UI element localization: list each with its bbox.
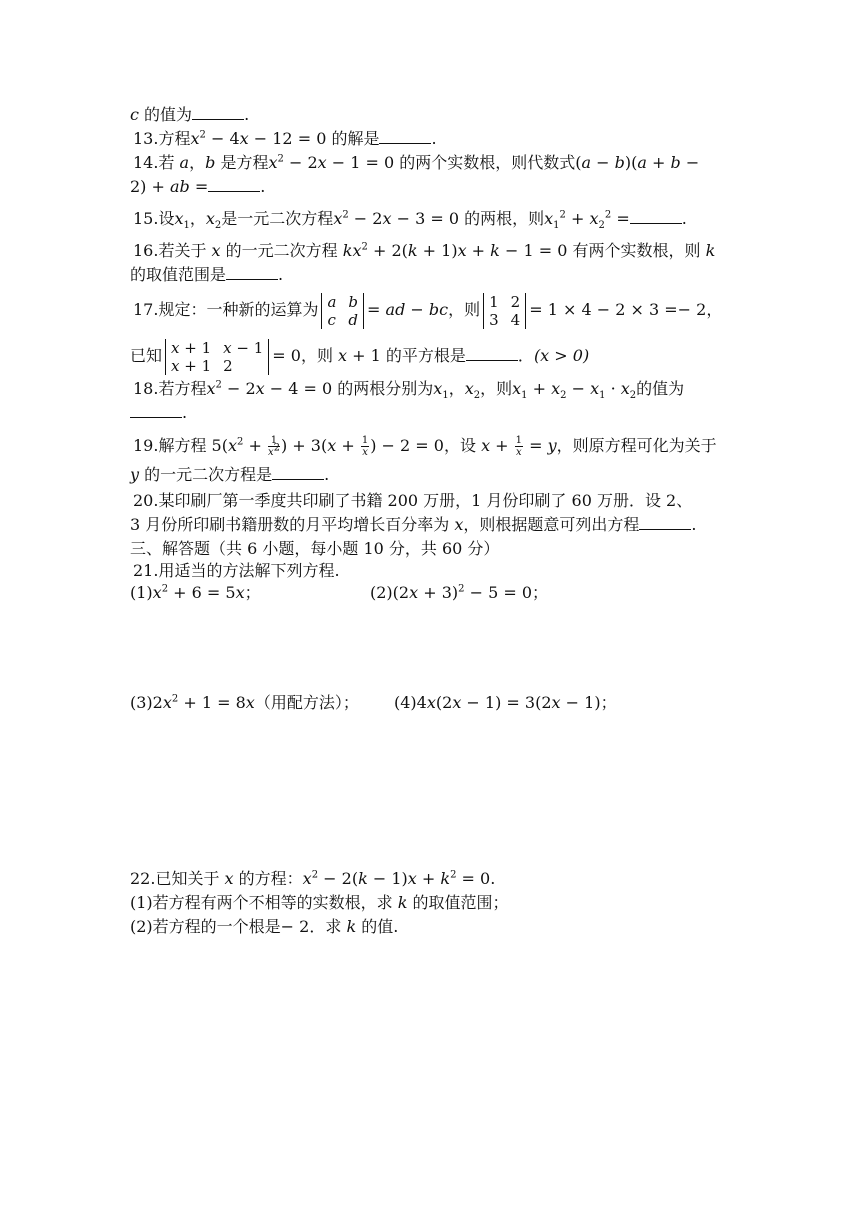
question-22: 22.已知关于 x 的方程：$x^2 - 2(k - 1)x + k^2 = 0$.: [130, 869, 496, 888]
question-17-cont: 已知 x + 1 x − 1 x + 1 2 = 0，则 x + 1 的平方根是 ．(x > 0): [130, 338, 590, 375]
question-19: 19.解方程 $5(x^2$ + $\frac{1}{x^2}$ ) + 3(x + $\frac{1}{x}$ ) − 2 = 0，设 x + $\frac{1}{x}$ = y，则原方程可化为关于: [133, 435, 717, 458]
answer-blank: [208, 177, 260, 192]
q12-tail: c 的值为 .: [130, 105, 250, 124]
question-20: 20.某印刷厂第一季度共印刷了书籍 200 万册，1 月份印刷了 60 万册．设 2、: [133, 491, 693, 510]
question-22-part-1: (1)若方程有两个不相等的实数根，求 k 的取值范围；: [130, 893, 509, 912]
question-15: 15.设$x_1$，$x_2$是一元二次方程$x^2 - 2x - 3 = 0$ 的两根，则$x_1^2 + x_2^2$ = .: [133, 209, 687, 232]
answer-blank: [379, 129, 431, 144]
answer-blank: [192, 105, 244, 120]
determinant-definition: a b c d: [321, 293, 364, 329]
question-19-cont: y 的一元二次方程是 .: [130, 465, 330, 484]
question-13: 13.方程$x^2 - 4x - 12 = 0$ 的解是 .: [133, 129, 437, 148]
question-21-part-1: $(1)x^2 + 6 = 5x$；: [130, 583, 261, 602]
question-21-part-2: $(2)(2x + 3)^2 - 5 = 0$；: [370, 583, 549, 602]
determinant-given: x + 1 x − 1 x + 1 2: [165, 339, 269, 375]
question-17: 17.规定：一种新的运算为 a b c d = ad − bc，则 1 2 3 4 = 1 × 4 − 2 × 3 =− 2，: [133, 292, 723, 329]
answer-blank: [226, 265, 278, 280]
answer-blank: [272, 465, 324, 480]
question-16-cont: 的取值范围是 .: [130, 265, 284, 284]
question-21-part-3: $(3)2x^2 + 1 = 8x$（用配方法）；: [130, 693, 359, 712]
question-22-part-2: (2)若方程的一个根是− 2．求 k 的值.: [130, 917, 399, 936]
question-14: 14.若 a，b 是方程$x^2 - 2x - 1 = 0$ 的两个实数根，则代数式(a − b)(a + b −: [133, 153, 700, 172]
answer-blank: [639, 515, 691, 530]
question-21-part-4: (4)4x(2x − 1) = 3(2x − 1)；: [394, 693, 617, 712]
determinant-example: 1 2 3 4: [483, 293, 526, 329]
question-21: 21.用适当的方法解下列方程.: [133, 561, 340, 580]
question-18-cont: .: [130, 402, 187, 424]
question-20-cont: 3 月份所印刷书籍册数的月平均增长百分率为 x，则根据题意可列出方程 .: [130, 515, 697, 534]
section-3-title: 三、解答题（共 6 小题，每小题 10 分，共 60 分）: [130, 539, 500, 558]
answer-blank: [630, 209, 682, 224]
question-16: 16.若关于 x 的一元二次方程 $kx^2 + 2(k + 1)x + k - 1 = 0$ 有两个实数根，则 k: [133, 241, 716, 260]
question-14-cont: 2) + ab = .: [130, 177, 266, 196]
answer-blank: [466, 346, 518, 361]
question-18: 18.若方程$x^2 - 2x - 4 = 0$ 的两根分别为$x_1$，$x_2$，则$x_1 + x_2 - x_1 \cdot x_2$的值为: [133, 379, 685, 402]
answer-blank: [130, 403, 182, 418]
